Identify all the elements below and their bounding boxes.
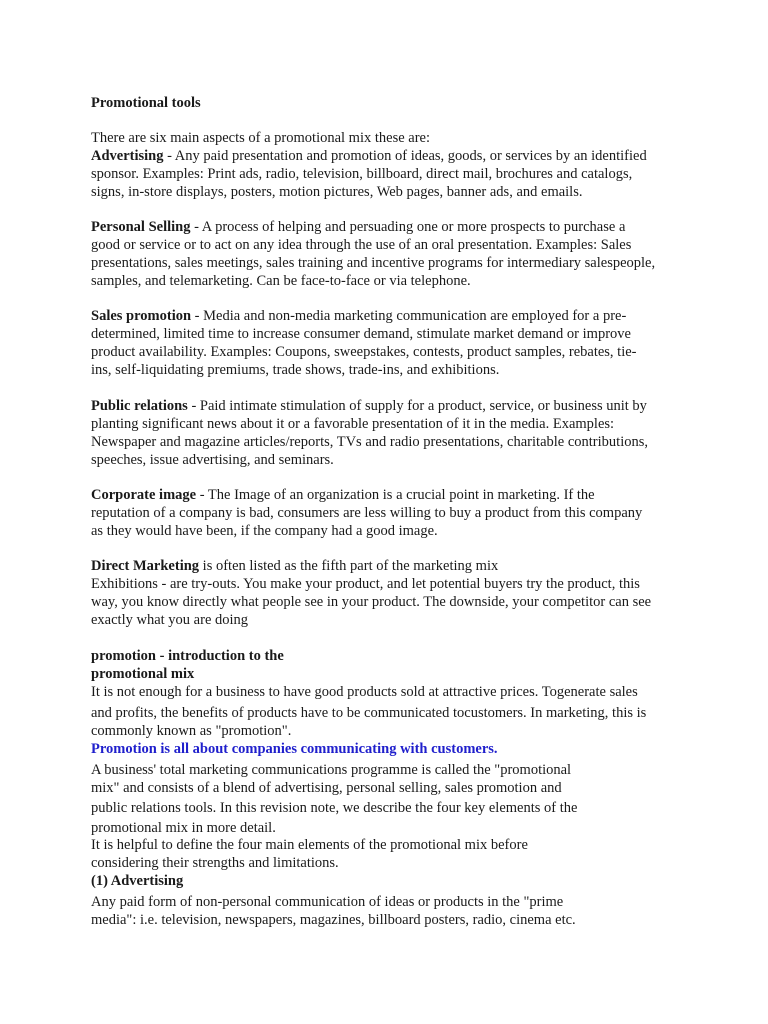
section-paragraph-line-2: and profits, the benefits of products have to be communicated tocustomers. In marketing, this is (91, 705, 647, 721)
sales-promotion-text: - Media and non-media marketing communication are employed for a pre- (191, 308, 627, 324)
advertising-line-3: signs, in-store displays, posters, motion pictures, Web pages, banner ads, and emails. (91, 184, 583, 200)
section-heading-1: promotion - introduction to the (91, 648, 284, 664)
public-relations-text: - Paid intimate stimulation of supply for a product, service, or business unit by (187, 398, 647, 414)
personal-selling-line-2: good or service or to act on any idea through the use of an oral presentation. Examples: Sales (91, 237, 632, 253)
corporate-image-line-1 (91, 486, 595, 504)
direct-marketing-line-3: way, you know directly what people see in your product. The downside, your competitor can see (91, 594, 652, 610)
direct-marketing-text: is often listed as the fifth part of the marketing mix (199, 558, 499, 574)
section-paragraph-line-9: considering their strengths and limitations. (91, 855, 339, 871)
personal-selling-line-1 (91, 218, 625, 236)
direct-marketing-line-4: exactly what you are doing (91, 612, 249, 628)
corporate-image-line-3: as they would have been, if the company had a good image. (91, 523, 438, 539)
sales-promotion-term: Sales promotion (91, 308, 192, 324)
sales-promotion-line-3: product availability. Examples: Coupons, sweepstakes, contests, product samples, rebates, tie- (91, 344, 637, 360)
section-paragraph-line-10: Any paid form of non-personal communication of ideas or products in the "prime (91, 894, 564, 910)
direct-marketing-line-1 (91, 557, 498, 575)
public-relations-line-1 (91, 397, 647, 415)
section-paragraph-line-11: media": i.e. television, newspapers, magazines, billboard posters, radio, cinema etc. (91, 912, 576, 928)
personal-selling-text: - A process of helping and persuading one or more prospects to purchase a (190, 219, 626, 235)
section-paragraph-line-4: A business' total marketing communications programme is called the "promotional (91, 762, 572, 778)
section-paragraph-line-1: It is not enough for a business to have good products sold at attractive prices. Togenerate sales (91, 684, 638, 700)
personal-selling-line-4: samples, and telemarketing. Can be face-to-face or via telephone. (91, 273, 471, 289)
section-paragraph-line-3: commonly known as "promotion". (91, 723, 292, 739)
advertising-line-1 (91, 147, 647, 165)
sales-promotion-line-1 (91, 307, 626, 325)
public-relations-line-3: Newspaper and magazine articles/reports, TVs and radio presentations, charitable contributions, (91, 434, 648, 450)
public-relations-line-2: planting significant news about it or a favorable presentation of it in the media. Examples: (91, 416, 615, 432)
corporate-image-line-2: reputation of a company is bad, consumers are less willing to buy a product from this company (91, 505, 643, 521)
highlight-sentence: Promotion is all about companies communicating with customers. (91, 741, 498, 757)
section-paragraph-line-7: promotional mix in more detail. (91, 820, 276, 836)
advertising-text: - Any paid presentation and promotion of ideas, goods, or services by an identified (163, 148, 647, 164)
section-heading-2: promotional mix (91, 666, 195, 682)
section-paragraph-line-6: public relations tools. In this revision note, we describe the four key elements of the (91, 800, 578, 816)
personal-selling-line-3: presentations, sales meetings, sales training and incentive programs for intermediary salespeople, (91, 255, 656, 271)
advertising-term: Advertising (91, 148, 164, 164)
public-relations-term: Public relations (91, 398, 188, 414)
sales-promotion-line-4: ins, self-liquidating premiums, trade shows, trade-ins, and exhibitions. (91, 362, 500, 378)
sub-heading-advertising: (1) Advertising (91, 873, 184, 889)
personal-selling-term: Personal Selling (91, 219, 191, 235)
direct-marketing-line-2: Exhibitions - are try-outs. You make your product, and let potential buyers try the product, this (91, 576, 640, 592)
advertising-line-2: sponsor. Examples: Print ads, radio, television, billboard, direct mail, brochures and catalogs, (91, 166, 633, 182)
public-relations-line-4: speeches, issue advertising, and seminars. (91, 452, 334, 468)
corporate-image-text: - The Image of an organization is a crucial point in marketing. If the (196, 487, 595, 503)
corporate-image-term: Corporate image (91, 487, 197, 503)
direct-marketing-term: Direct Marketing (91, 558, 200, 574)
intro-text: There are six main aspects of a promotional mix these are: (91, 130, 431, 146)
document-title: Promotional tools (91, 95, 201, 111)
sales-promotion-line-2: determined, limited time to increase consumer demand, stimulate market demand or improve (91, 326, 631, 342)
section-paragraph-line-5: mix" and consists of a blend of advertising, personal selling, sales promotion and (91, 780, 562, 796)
section-paragraph-line-8: It is helpful to define the four main elements of the promotional mix before (91, 837, 528, 853)
